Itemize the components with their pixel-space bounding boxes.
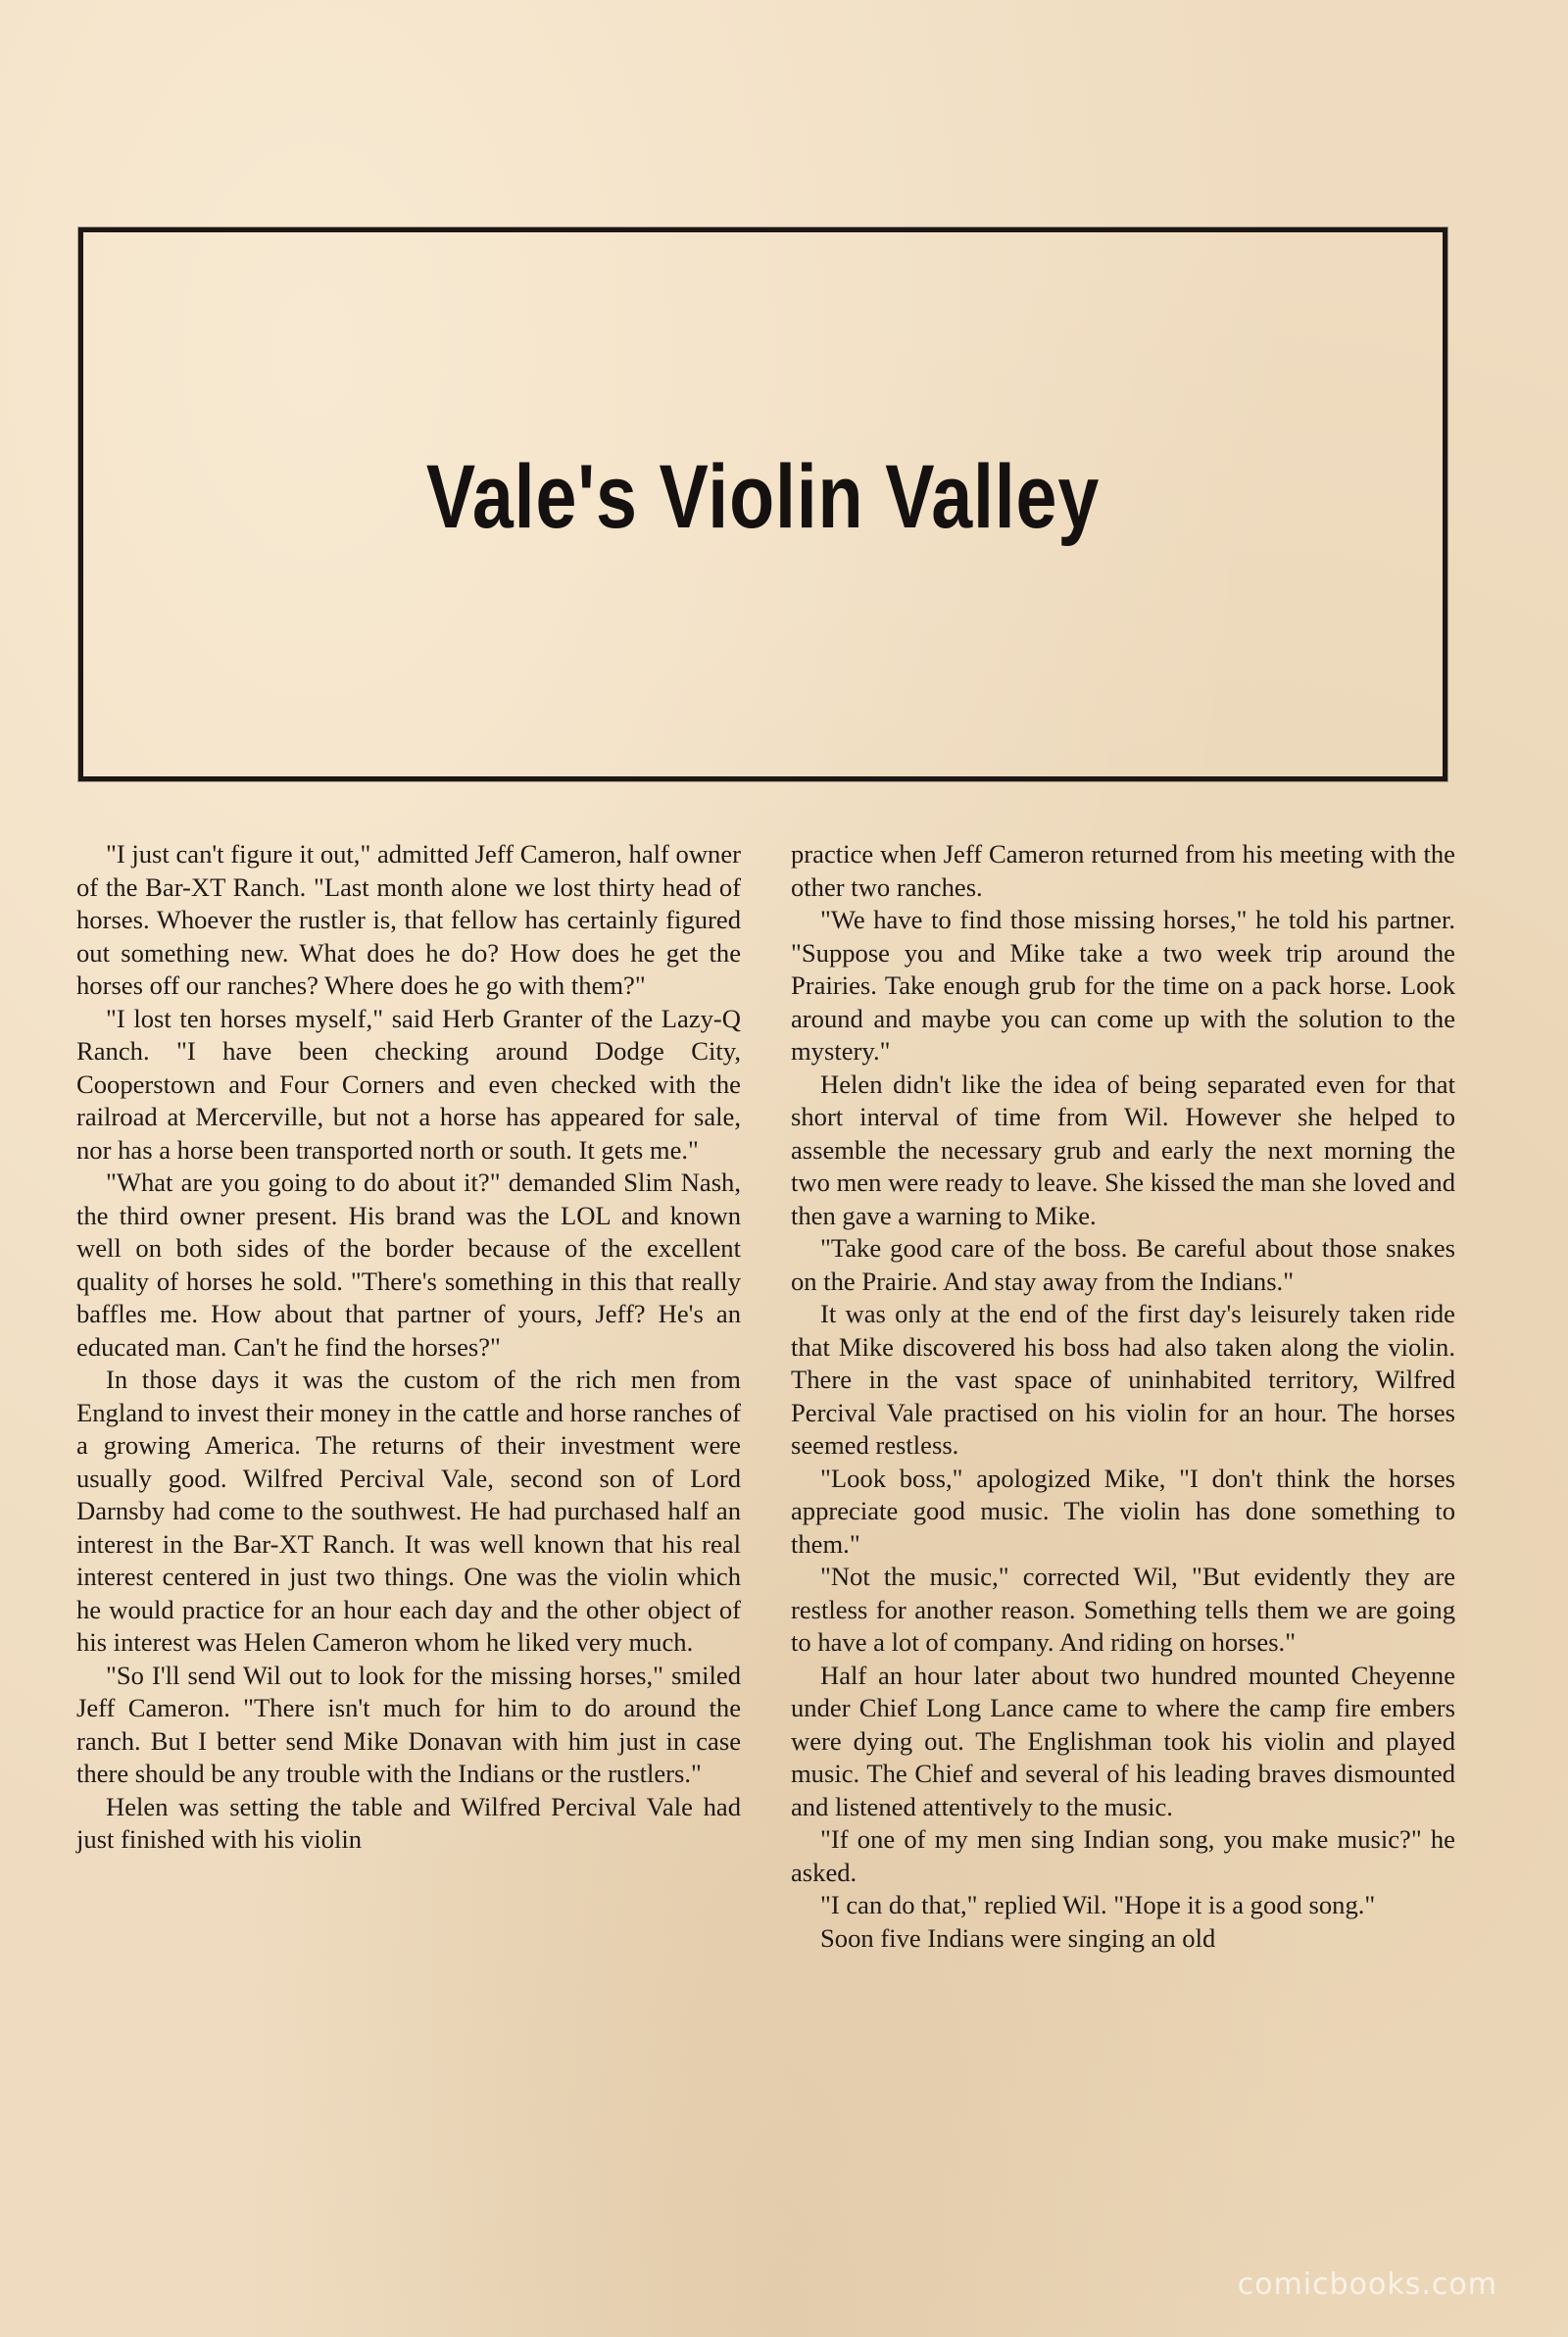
paragraph: Helen didn't like the idea of being separated even for that short interval of time from Wil. However she helped to assemble the necessary grub and early the next morning the two men were ready to leave. She kissed the man she loved and then gave a warning to Mike. bbox=[791, 1069, 1455, 1230]
paragraph: "I lost ten horses myself," said Herb Granter of the Lazy-Q Ranch. "I have been checking around Dodge City, Cooperstown and Four Corners and even checked with the railroad at Mercerville, but not a horse has appeared for sale, nor has a horse been transported north or south. It gets me." bbox=[76, 1003, 741, 1165]
paragraph: "I just can't figure it out," admitted Jeff Cameron, half owner of the Bar-XT Ranch. "Last month alone we lost thirty head of horses. Whoever the rustler is, that fellow has certainly figured out something new. What does he do? How does he get the horses off our ranches? Where does he go with them?" bbox=[76, 839, 741, 1000]
paragraph: In those days it was the custom of the rich men from England to invest their money in the cattle and horse ranches of a growing America. The returns of their investment were usually good. Wilfred Percival Vale, second son of Lord Darnsby had come to the southwest. He had purchased half an interest in the Bar-XT Ranch. It was well known that his real interest centered in just two things. One was the violin which he would practice for an hour each day and the other object of his interest was Helen Cameron whom he liked very much. bbox=[76, 1365, 741, 1657]
story-title: Vale's Violin Valley bbox=[425, 447, 1101, 547]
paragraph: "I can do that," replied Wil. "Hope it is a good song." bbox=[820, 1890, 1376, 1919]
left-column bbox=[76, 838, 741, 1857]
paragraph: "Look boss," apologized Mike, "I don't think the horses appreciate good music. The violin has done something to them." bbox=[791, 1463, 1455, 1559]
paragraph: practice when Jeff Cameron returned from his meeting with the other two ranches. bbox=[791, 839, 1455, 902]
paragraph: "What are you going to do about it?" demanded Slim Nash, the third owner present. His brand was the LOL and known well on both sides of the border because of the excellent quality of horses he sold. "There's something in this that really baffles me. How about that partner of yours, Jeff? He's an educated man. Can't he find the horses?" bbox=[76, 1168, 741, 1362]
paragraph: Helen was setting the table and Wilfred Percival Vale had just finished with his violin bbox=[76, 1791, 741, 1854]
paragraph: "If one of my men sing Indian song, you make music?" he asked. bbox=[791, 1824, 1455, 1887]
right-column bbox=[791, 838, 1455, 1955]
paragraph: "We have to find those missing horses," he told his partner. "Suppose you and Mike take a two week trip around the Prairies. Take enough grub for the time on a pack horse. Look around and maybe you can come up with the solution to the mystery." bbox=[791, 905, 1455, 1066]
paragraph: "Not the music," corrected Wil, "But evidently they are restless for another reason. Something tells them we are going to have a lot of company. And riding on horses." bbox=[791, 1562, 1455, 1657]
paragraph: "Take good care of the boss. Be careful about those snakes on the Prairie. And stay away from the Indians." bbox=[791, 1233, 1455, 1296]
title-box bbox=[78, 227, 1447, 781]
watermark: comicbooks.com bbox=[1237, 2267, 1497, 2302]
paragraph: Soon five Indians were singing an old bbox=[820, 1922, 1216, 1953]
paragraph: It was only at the end of the first day's leisurely taken ride that Mike discovered his boss had also taken along the violin. There in the vast space of uninhabited territory, Wilfred Percival Vale practised on his violin for an hour. The horses seemed restless. bbox=[791, 1299, 1455, 1460]
paragraph: Half an hour later about two hundred mounted Cheyenne under Chief Long Lance came to where the camp fire embers were dying out. The Englishman took his violin and played music. The Chief and several of his leading braves dismounted and listened attentively to the music. bbox=[791, 1660, 1455, 1821]
paragraph: "So I'll send Wil out to look for the missing horses," smiled Jeff Cameron. "There isn't much for him to do around the ranch. But I better send Mike Donavan with him just in case there should be any trouble with the Indians or the rustlers." bbox=[76, 1660, 741, 1788]
